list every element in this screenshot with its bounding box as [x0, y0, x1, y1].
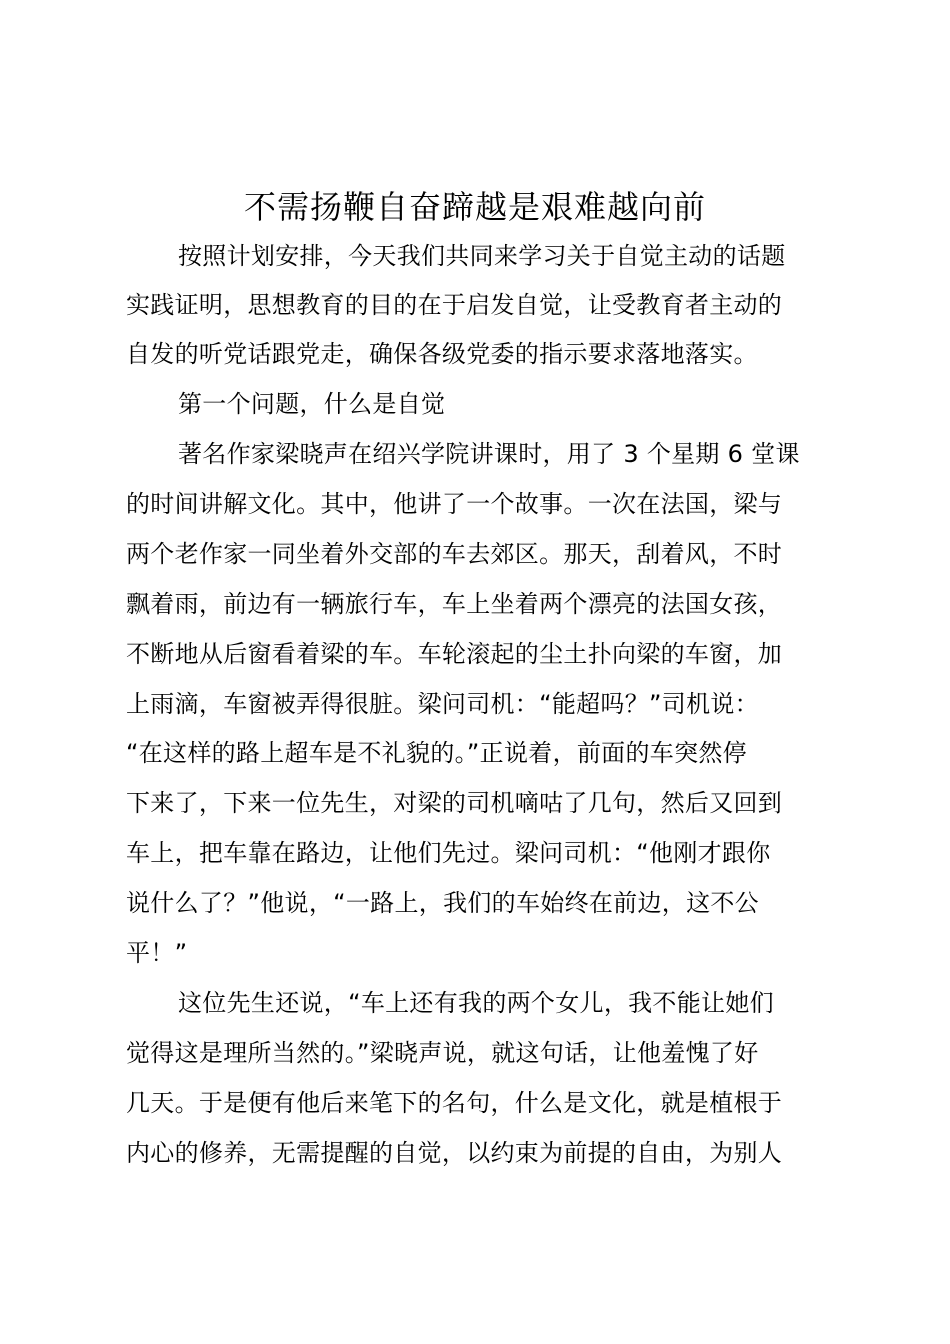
paragraph-line: 上雨滴，车窗被弄得很脏。梁问司机：“能超吗？”司机说： — [126, 690, 759, 718]
paragraph-line: 自发的听党话跟党走，确保各级党委的指示要求落地落实。 — [126, 340, 758, 368]
paragraph-line: 飘着雨，前边有一辆旅行车，车上坐着两个漂亮的法国女孩， — [126, 590, 783, 618]
paragraph-line: 的时间讲解文化。其中，他讲了一个故事。一次在法国，梁与 — [126, 490, 783, 518]
paragraph-line: “在这样的路上超车是不礼貌的。”正说着，前面的车突然停 — [126, 739, 747, 767]
paragraph-line: 车上，把车靠在路边，让他们先过。梁问司机：“他刚才跟你 — [126, 839, 771, 867]
section-heading: 第一个问题，什么是自觉 — [178, 390, 446, 418]
paragraph-line: 下来了，下来一位先生，对梁的司机嘀咕了几句，然后又回到 — [126, 789, 783, 817]
document-title: 不需扬鞭自奋蹄越是艰难越向前 — [243, 188, 706, 226]
paragraph-line: 著名作家梁晓声在绍兴学院讲课时，用了 3 个星期 6 堂课 — [178, 440, 800, 468]
paragraph-line: 这位先生还说，“车上还有我的两个女儿，我不能让她们 — [178, 989, 774, 1017]
paragraph-line: 按照计划安排，今天我们共同来学习关于自觉主动的话题 — [178, 242, 786, 270]
paragraph-line: 两个老作家一同坐着外交部的车去郊区。那天，刮着风，不时 — [126, 540, 783, 568]
paragraph-line: 内心的修养，无需提醒的自觉，以约束为前提的自由，为别人 — [126, 1139, 783, 1167]
paragraph-line: 实践证明，思想教育的目的在于启发自觉，让受教育者主动的 — [126, 291, 783, 319]
paragraph-line: 不断地从后窗看着梁的车。车轮滚起的尘土扑向梁的车窗，加 — [126, 640, 783, 668]
paragraph-line: 觉得这是理所当然的。”梁晓声说，就这句话，让他羞愧了好 — [126, 1039, 759, 1067]
paragraph-line: 说什么了？”他说，“一路上，我们的车始终在前边，这不公 — [126, 889, 759, 917]
paragraph-line: 几天。于是便有他后来笔下的名句，什么是文化，就是植根于 — [126, 1089, 783, 1117]
paragraph-line: 平！” — [126, 939, 188, 967]
